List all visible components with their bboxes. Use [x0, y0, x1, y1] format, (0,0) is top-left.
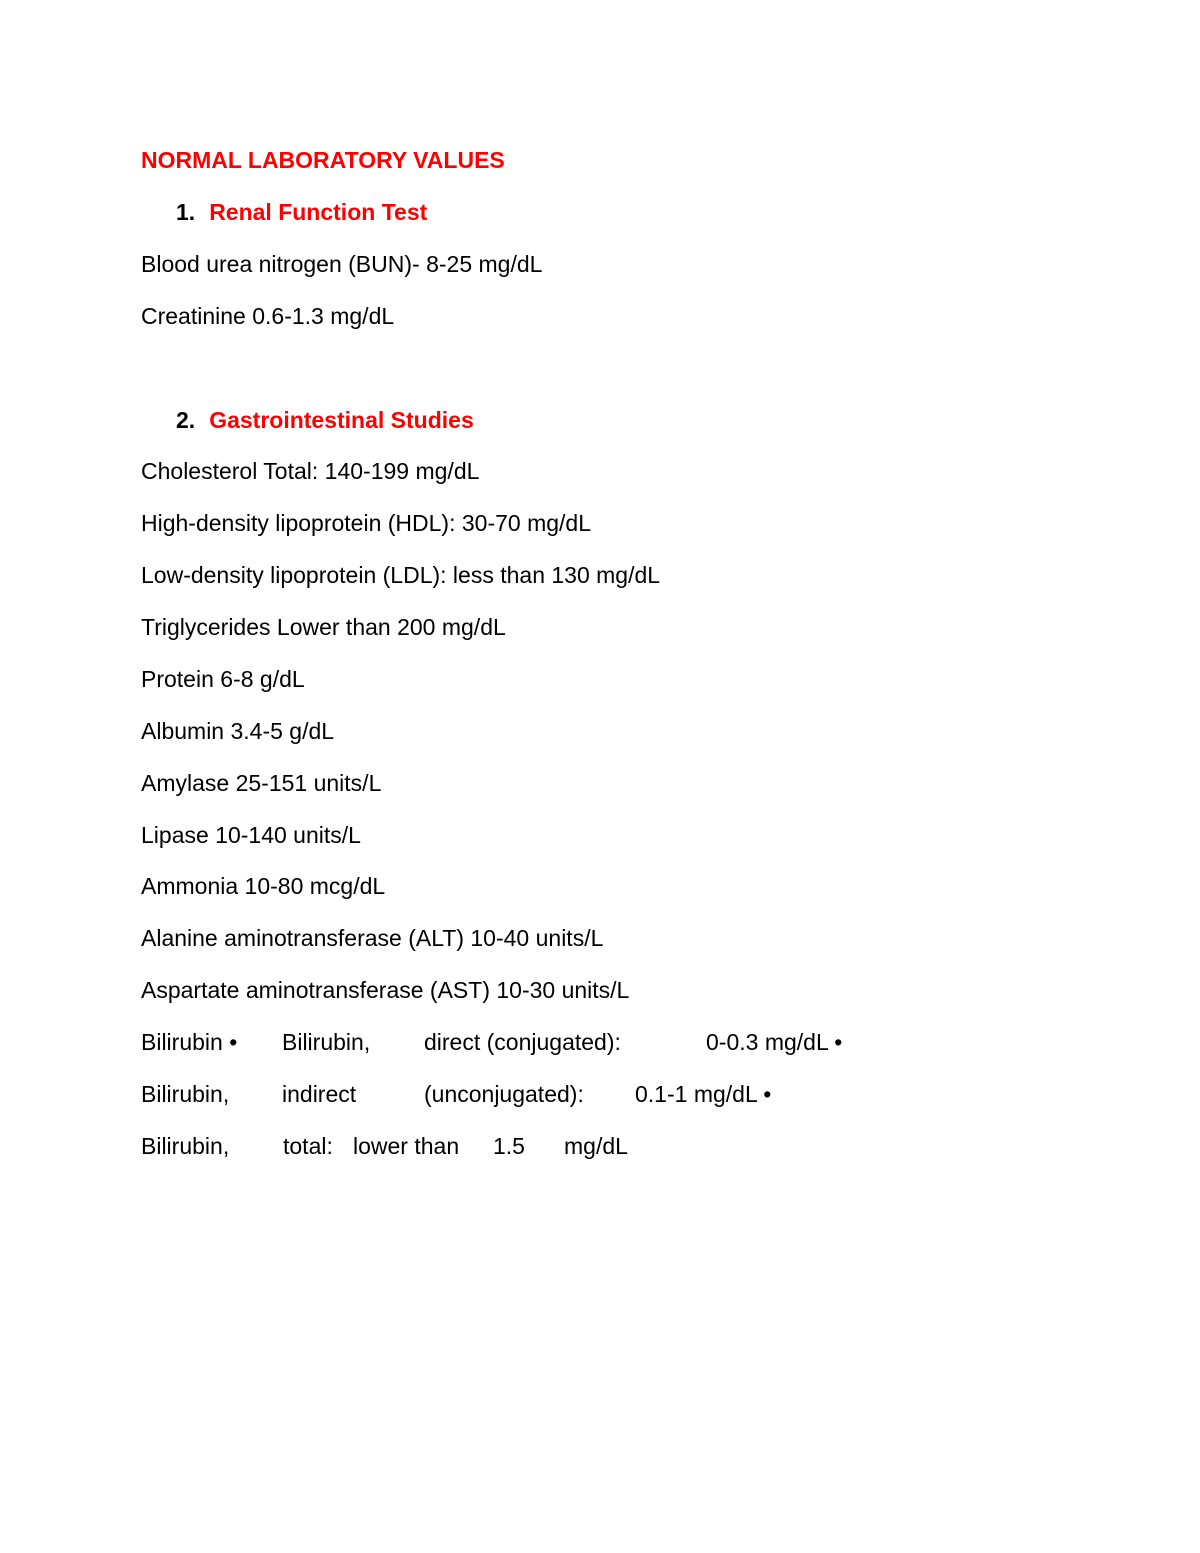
lab-value-line: Protein 6-8 g/dL — [141, 666, 305, 692]
bilirubin-cell: (unconjugated): — [424, 1081, 584, 1107]
lab-value-line: Triglycerides Lower than 200 mg/dL — [141, 614, 506, 640]
bilirubin-cell: Bilirubin, — [141, 1133, 230, 1159]
lab-value-line: Cholesterol Total: 140-199 mg/dL — [141, 458, 480, 484]
bilirubin-cell: indirect — [282, 1081, 357, 1107]
bilirubin-cell: Bilirubin • — [141, 1029, 238, 1055]
section-heading-text: Renal Function Test — [209, 199, 428, 225]
section-heading-gastrointestinal — [176, 405, 474, 435]
section-heading-text: Gastrointestinal Studies — [209, 407, 474, 433]
section-number: 2. — [176, 407, 196, 433]
lab-value-line: Lipase 10-140 units/L — [141, 822, 361, 848]
lab-value-line: Alanine aminotransferase (ALT) 10-40 units/L — [141, 925, 604, 951]
lab-value-line: Amylase 25-151 units/L — [141, 770, 382, 796]
bilirubin-cell: mg/dL — [564, 1133, 628, 1159]
lab-value-line: Aspartate aminotransferase (AST) 10-30 units/L — [141, 977, 630, 1003]
lab-value-line: Blood urea nitrogen (BUN)- 8-25 mg/dL — [141, 251, 543, 277]
bilirubin-cell: direct (conjugated): — [424, 1029, 621, 1055]
bilirubin-cell: 0.1-1 mg/dL • — [635, 1081, 772, 1107]
bilirubin-cell: total: — [283, 1133, 333, 1159]
bilirubin-row — [141, 1131, 628, 1161]
lab-value-line: Low-density lipoprotein (LDL): less than 130 mg/dL — [141, 562, 661, 588]
bilirubin-row — [141, 1027, 842, 1057]
bilirubin-row — [141, 1079, 771, 1109]
lab-value-line: Ammonia 10-80 mcg/dL — [141, 873, 386, 899]
lab-value-line: Albumin 3.4-5 g/dL — [141, 718, 335, 744]
section-number: 1. — [176, 199, 196, 225]
bilirubin-cell: 1.5 — [493, 1133, 525, 1159]
bilirubin-cell: 0-0.3 mg/dL • — [706, 1029, 843, 1055]
document-title: NORMAL LABORATORY VALUES — [141, 147, 505, 173]
section-heading-renal — [176, 197, 427, 227]
lab-value-line: High-density lipoprotein (HDL): 30-70 mg/dL — [141, 510, 591, 536]
bilirubin-cell: lower than — [353, 1133, 460, 1159]
bilirubin-cell: Bilirubin, — [141, 1081, 230, 1107]
bilirubin-cell: Bilirubin, — [282, 1029, 371, 1055]
lab-value-line: Creatinine 0.6-1.3 mg/dL — [141, 303, 395, 329]
